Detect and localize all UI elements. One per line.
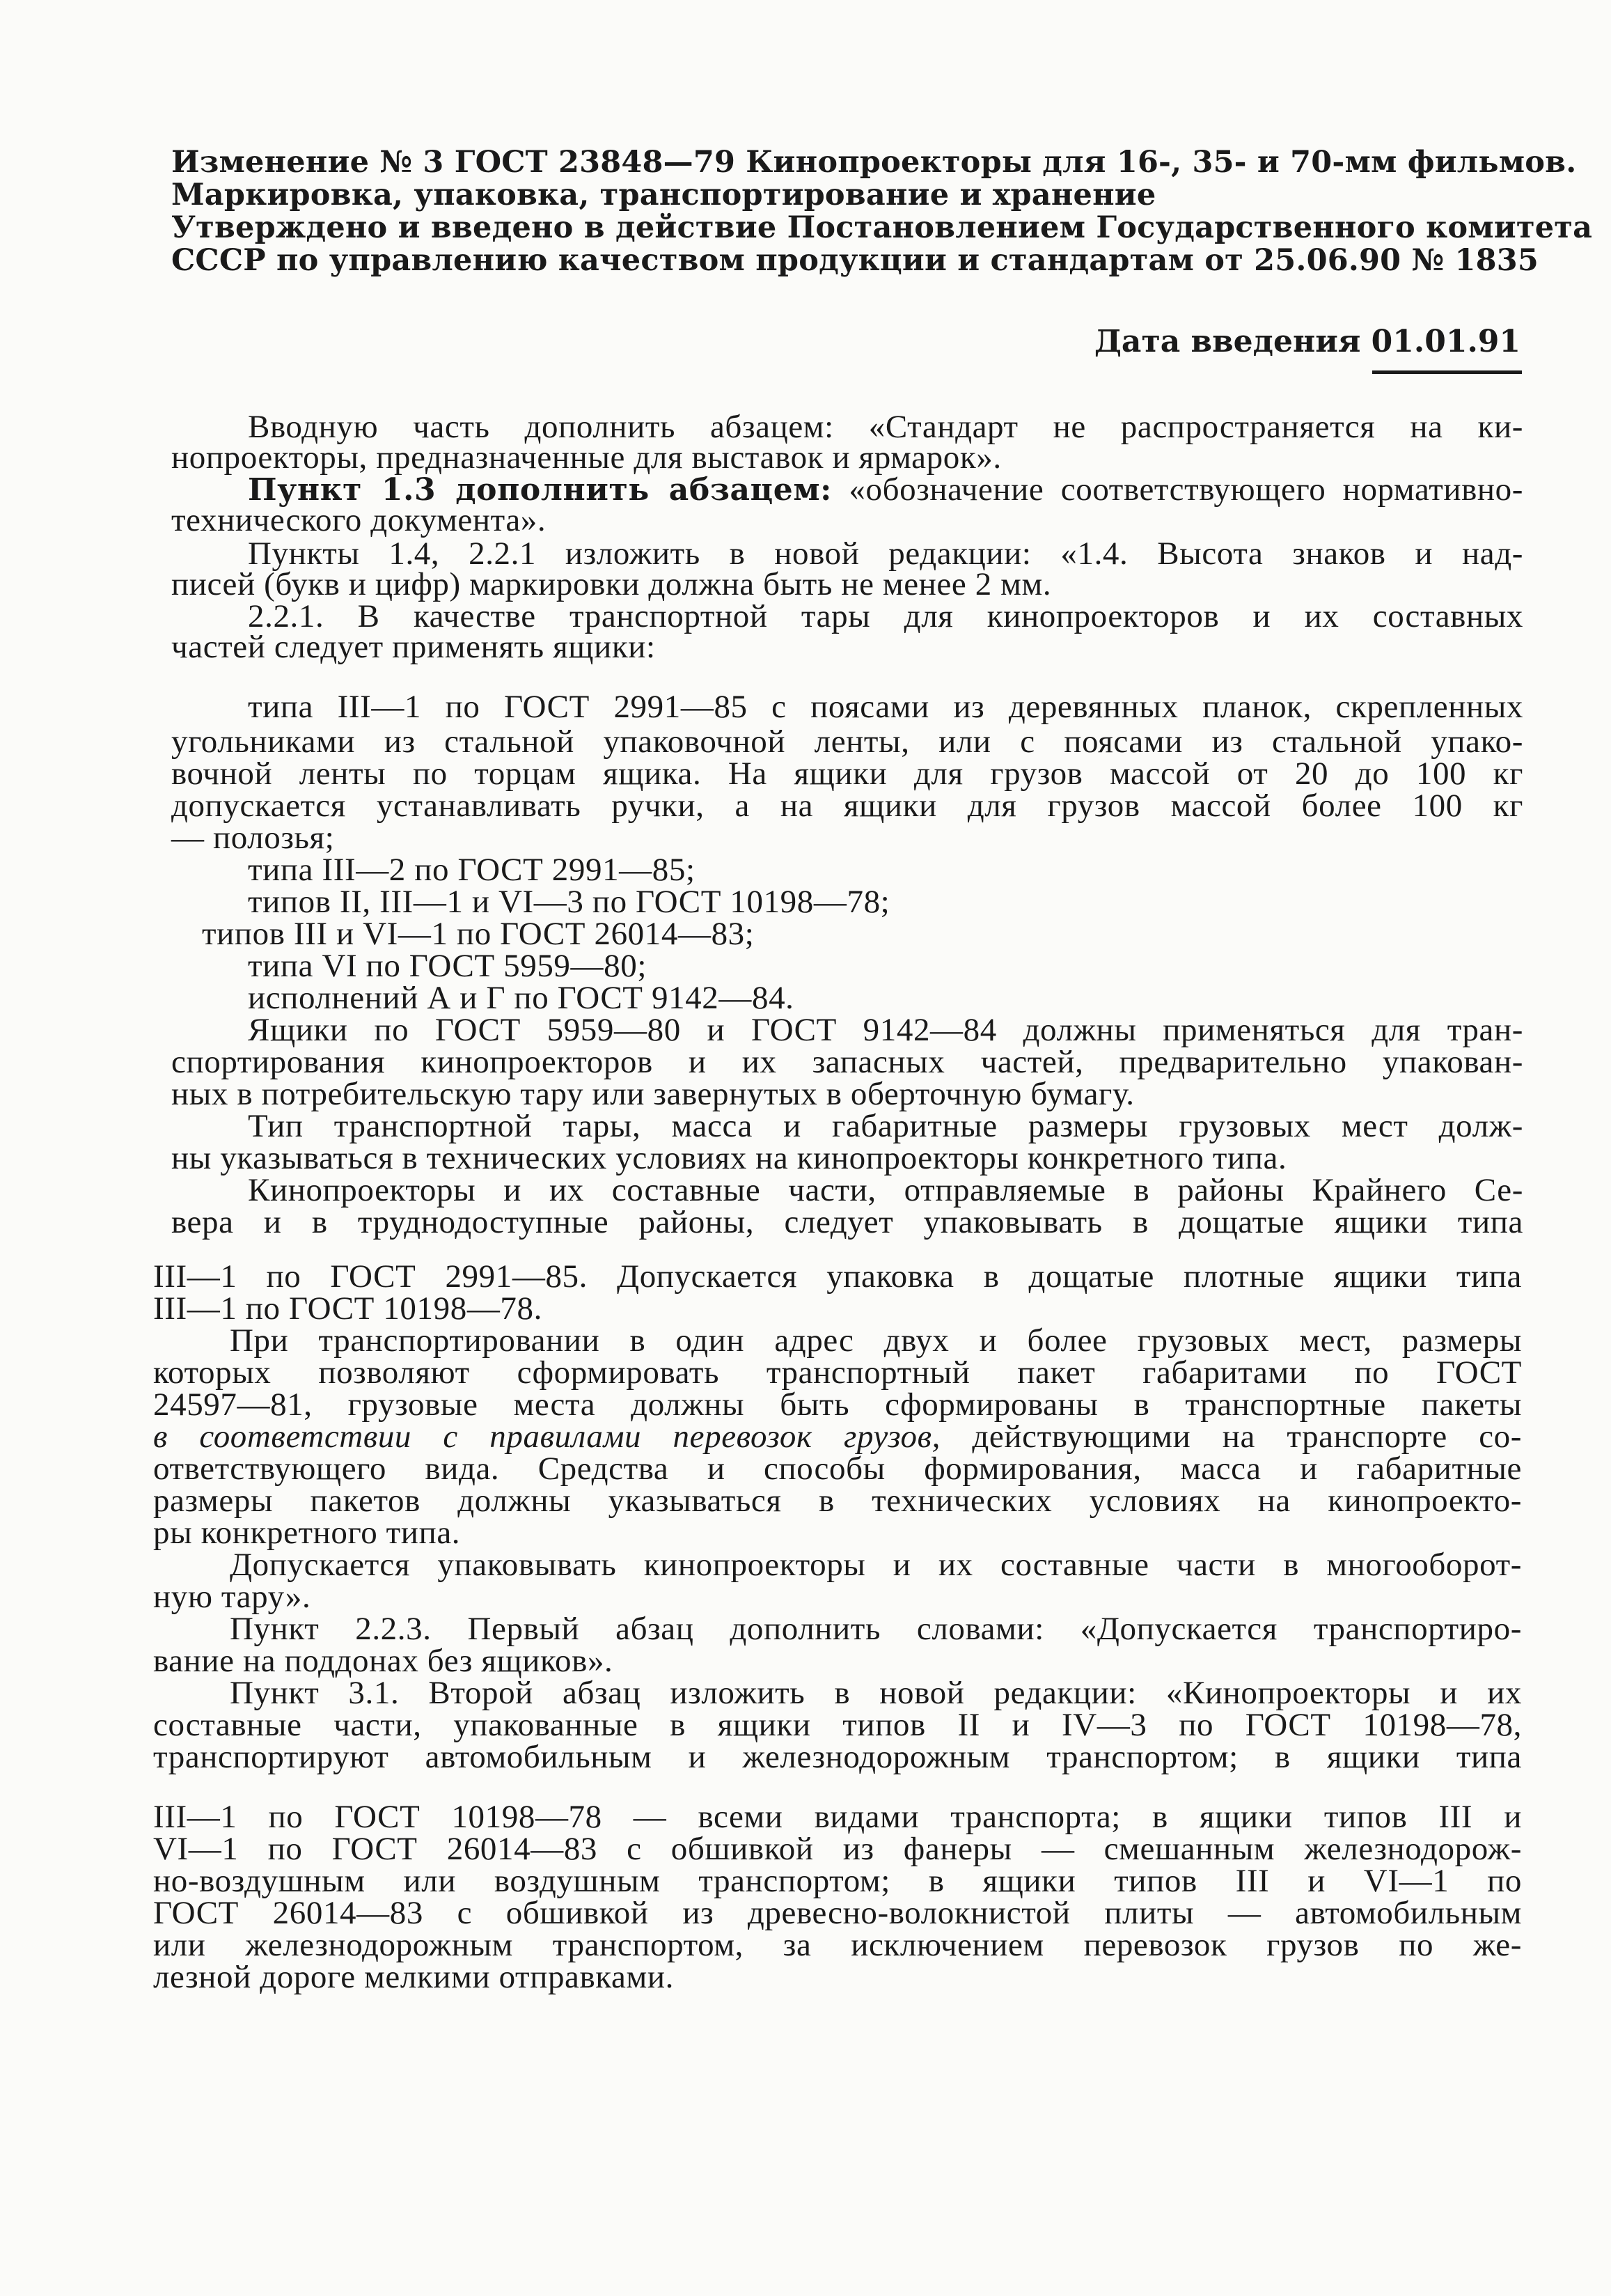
body-line: III—1 по ГОСТ 10198—78 — всеми видами транспорта; в ящики типов III и — [153, 1799, 1522, 1835]
body-line: ГОСТ 26014—83 с обшивкой из древесно-волокнистой плиты — автомобильным — [153, 1895, 1522, 1931]
body-line: типа VI по ГОСТ 5959—80; — [248, 948, 647, 984]
body-line: VI—1 по ГОСТ 26014—83 с обшивкой из фанеры — смешанным железнодорож- — [153, 1831, 1522, 1867]
body-line: При транспортировании в один адрес двух и более грузовых мест, размеры — [230, 1322, 1522, 1359]
body-line: писей (букв и цифр) маркировки должна быть не менее 2 мм. — [171, 566, 1052, 602]
body-line: ную тару». — [153, 1579, 311, 1615]
effective-date: Дата введения 01.01.91 — [1094, 324, 1520, 359]
body-line: Кинопроекторы и их составные части, отправляемые в районы Крайнего Се- — [248, 1172, 1523, 1208]
header-approval-line-1: Утверждено и введено в действие Постановлением Государственного комитета — [171, 210, 1593, 245]
header-approval-line-2: СССР по управлению качеством продукции и стандартам от 25.06.90 № 1835 — [171, 243, 1539, 278]
body-line — [153, 1419, 1522, 1454]
body-line: 24597—81, грузовые места должны быть сформированы в транспортные пакеты — [153, 1387, 1522, 1423]
body-line: вера и в труднодоступные районы, следует упаковывать в дощатые ящики типа — [171, 1204, 1523, 1240]
body-line: III—1 по ГОСТ 2991—85. Допускается упаковка в дощатые плотные ящики типа — [153, 1258, 1522, 1295]
body-line: или железнодорожным транспортом, за исключением перевозок грузов по же- — [153, 1927, 1522, 1963]
header-title: Изменение № 3 ГОСТ 23848—79 Кинопроекторы для 16-, 35- и 70-мм фильмов. — [171, 145, 1577, 180]
body-line: допускается устанавливать ручки, а на ящики для грузов массой более 100 кг — [171, 788, 1523, 824]
date-underline — [1372, 370, 1522, 374]
body-line: транспортируют автомобильным и железнодорожным транспортом; в ящики типа — [153, 1739, 1522, 1775]
body-line: Ящики по ГОСТ 5959—80 и ГОСТ 9142—84 должны применяться для тран- — [248, 1012, 1523, 1048]
body-line: Пункты 1.4, 2.2.1 изложить в новой редакции: «1.4. Высота знаков и над- — [248, 536, 1523, 572]
body-line: спортирования кинопроекторов и их запасных частей, предварительно упакован- — [171, 1044, 1523, 1080]
body-line: 2.2.1. В качестве транспортной тары для кинопроекторов и их составных — [248, 598, 1523, 634]
body-line: Пункт 3.1. Второй абзац изложить в новой редакции: «Кинопроекторы и их — [230, 1675, 1522, 1711]
body-line: составные части, упакованные в ящики типов II и IV—3 по ГОСТ 10198—78, — [153, 1707, 1522, 1743]
body-line: Допускается упаковывать кинопроекторы и их составные части в многооборот- — [230, 1547, 1522, 1583]
body-line: ры конкретного типа. — [153, 1515, 461, 1551]
body-line: III—1 по ГОСТ 10198—78. — [153, 1290, 542, 1327]
body-line-italic: в соответствии с правилами перевозок грузов, — [153, 1419, 941, 1455]
body-line: типов II, III—1 и VI—3 по ГОСТ 10198—78; — [248, 884, 890, 920]
body-line: технического документа». — [171, 502, 547, 538]
header-subtitle: Маркировка, упаковка, транспортирование и хранение — [171, 178, 1156, 212]
body-line: типа III—2 по ГОСТ 2991—85; — [248, 852, 696, 888]
body-line: типа III—1 по ГОСТ 2991—85 с поясами из деревянных планок, скрепленных — [248, 689, 1523, 725]
body-line: исполнений А и Г по ГОСТ 9142—84. — [248, 980, 794, 1016]
body-line: которых позволяют сформировать транспортный пакет габаритами по ГОСТ — [153, 1354, 1522, 1391]
body-line: вочной ленты по торцам ящика. На ящики для грузов массой от 20 до 100 кг — [171, 756, 1523, 792]
body-line: лезной дороге мелкими отправками. — [153, 1959, 674, 1995]
body-line: — полозья; — [171, 820, 335, 856]
body-line: размеры пакетов должны указываться в технических условиях на кинопроекто- — [153, 1483, 1522, 1519]
body-line: Вводную часть дополнить абзацем: «Стандарт не распространяется на ки- — [248, 409, 1523, 445]
body-line: ных в потребительскую тару или завернутых в оберточную бумагу. — [171, 1076, 1135, 1112]
body-line-rest: «обозначение соответствующего нормативно- — [832, 471, 1523, 508]
body-line: Тип транспортной тары, масса и габаритные размеры грузовых мест долж- — [248, 1108, 1523, 1144]
body-line: частей следует применять ящики: — [171, 629, 656, 665]
body-line: Пункт 2.2.3. Первый абзац дополнить словами: «Допускается транспортиро- — [230, 1611, 1522, 1647]
body-line: ответствующего вида. Средства и способы формирования, масса и габаритные — [153, 1451, 1522, 1487]
document-header — [171, 145, 1593, 278]
body-line: нопроекторы, предназначенные для выставок и ярмарок». — [171, 439, 1002, 476]
body-line: ны указываться в технических условиях на кинопроекторы конкретного типа. — [171, 1140, 1287, 1176]
body-line: угольниками из стальной упаковочной ленты, или с поясами из стальной упако- — [171, 724, 1523, 760]
body-line-bold: Пункт 1.3 дополнить абзацем: — [248, 472, 833, 508]
body-line: вание на поддонах без ящиков». — [153, 1643, 613, 1679]
body-line: но-воздушным или воздушным транспортом; в ящики типов III и VI—1 по — [153, 1863, 1522, 1899]
body-line: типов III и VI—1 по ГОСТ 26014—83; — [202, 916, 755, 952]
body-line-rest: действующими на транспорте со- — [940, 1419, 1523, 1455]
